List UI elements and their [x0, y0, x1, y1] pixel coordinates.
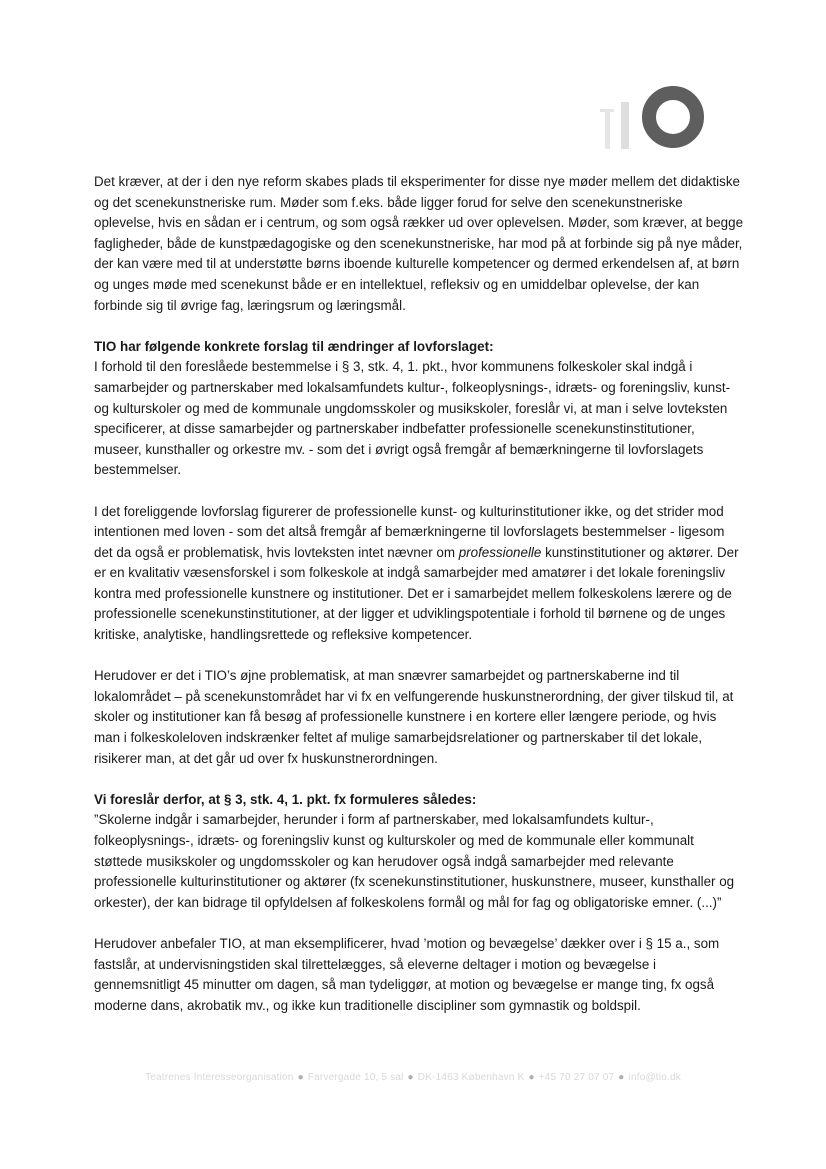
heading-concrete-proposals: TIO har følgende konkrete forslag til ændringer af lovforslaget: — [94, 338, 494, 354]
footer-separator-icon: ● — [407, 1072, 414, 1083]
heading-wording-proposal: Vi foreslår derfor, at § 3, stk. 4, 1. pkt. fx formuleres således: — [94, 791, 477, 807]
logo-letter-t-stem — [605, 109, 610, 149]
paragraph-reform-intro: Det kræver, at der i den nye reform skabes plads til eksperimenter for disse nye møder mellem det didaktiske og det scenekunstneriske rum. Møder som f.eks. både ligger forud for selve den scenekunstneriske oplevelse, hvis en sådan er i centrum, og som også rækker ud over oplevelsen. Møder, som kræver, at begge fagligheder, både de kunstpædagogiske og den scenekunstneriske, har mod på at forbinde sig på nye måder, der kan være med til at understøtte børns iboende kulturelle kompetencer og dermed erkendelsen af, at børn og unges møde med scenekunst både er en intellektuel, refleksiv og en umiddelbar oplevelse, der kan forbinde sig til øvrige fag, læringsrum og læringsmål. — [94, 174, 744, 313]
logo-letter-i — [621, 102, 629, 149]
footer-separator-icon: ● — [297, 1072, 304, 1083]
footer-phone: +45 70 27 07 07 — [538, 1072, 615, 1083]
footer-city: DK-1463 København K — [417, 1072, 525, 1083]
footer-email: info@tio.dk — [628, 1072, 681, 1083]
emphasis-professionelle: professionelle — [458, 544, 542, 560]
tio-logo — [596, 82, 708, 152]
footer-org: Teatrenes Interesseorganisation — [145, 1072, 294, 1083]
paragraph-professional-institutions — [94, 502, 744, 646]
footer-address: Farvergade 10, 5 sal — [307, 1072, 404, 1083]
paragraph-local-area-concern: Herudover er det i TIO’s øjne problematisk, at man snævrer samarbejdet og partnerskaberne ind til lokalområdet – på scenekunstområdet har vi fx en velfungerende huskunstnerordning, der giver tilskud til, at skoler og institutioner kan få besøg af professionelle kunstnere i en kortere eller længere periode, og hvis man i folkeskoleloven indskrænker feltet af mulige samarbejdsrelationer og partnerskaber til det lokale, risikerer man, at det går ud over fx huskunstnerordningen. — [94, 668, 734, 766]
paragraph-motion-recommendation: Herudover anbefaler TIO, at man eksemplificerer, hvad ’motion og bevægelse’ dækker over i § 15 a., som fastslår, at undervisningstiden skal tilrettelægges, så eleverne deltager i motion og bevægelse i gennemsnitligt 45 minutter om dagen, så man tydeliggør, at motion og bevægelse er mange ting, fx også moderne dans, akrobatik mv., og ikke kun traditionelle discipliner som gymnastik og boldspil. — [94, 935, 720, 1013]
page-footer — [0, 1072, 826, 1083]
paragraph-proposed-wording-quote: ”Skolerne indgår i samarbejder, herunder i form af partnerskaber, med lokalsamfundets kultur-, folkeoplysnings-, idræts- og foreningsliv kunst og kulturskoler og med de kommunale eller kommunalt støttede musikskoler og ungdomsskoler og kan herudover også indgå samarbejder med relevante professionelle kulturinstitutioner og aktører (fx scenekunstinstitutioner, huskunstnere, museer, kunsthaller og orkester), der kan bidrage til opfyldelsen af folkeskolens formål og mål for fag og obligatoriske emner. (...)” — [94, 812, 735, 910]
logo-letter-o — [649, 93, 697, 141]
document-body — [94, 172, 744, 1016]
footer-separator-icon: ● — [528, 1072, 535, 1083]
paragraph-professional-institutions-part2: kunstinstitutioner og aktører. Der er en kvalitativ væsensforskel i som folkeskole at indgå samarbejder med amatører i det lokale foreningsliv kontra med professionelle kunstnere og institutioner. Det er i samarbejdet mellem folkeskolens lærere og de professionelle scenekunstinstitutioner, at der ligger et udviklingspotentiale i forhold til børnene og de unges kritiske, analytiske, handlingsrettede og refleksive kompetencer. — [94, 544, 739, 643]
footer-separator-icon: ● — [618, 1072, 625, 1083]
paragraph-section-3-proposal: I forhold til den foreslåede bestemmelse i § 3, stk. 4, 1. pkt., hvor kommunens folkeskoler skal indgå i samarbejder og partnerskaber med lokalsamfundets kultur-, folkeoplysnings-, idræts- og foreningsliv, kunst- og kulturskoler og med de kommunale ungdomsskoler og musikskoler, foreslår vi, at man i selve lovteksten specificerer, at disse samarbejder og partnerskaber indbefatter professionelle scenekunstinstitutioner, museer, kunsthaller og orkestre mv. - som det i øvrigt også fremgår af bemærkningerne til lovforslagets bestemmelser. — [94, 359, 731, 478]
paragraph-professional-institutions-part1: I det foreliggende lovforslag figurerer de professionelle kunst- og kulturinstitutioner ikke, og det strider mod intentionen med loven - som det altså fremgår af bemærkningerne til lovforslagets bestemmelser - ligesom det da også er problematisk, hvis lovteksten intet nævner om — [94, 503, 725, 560]
